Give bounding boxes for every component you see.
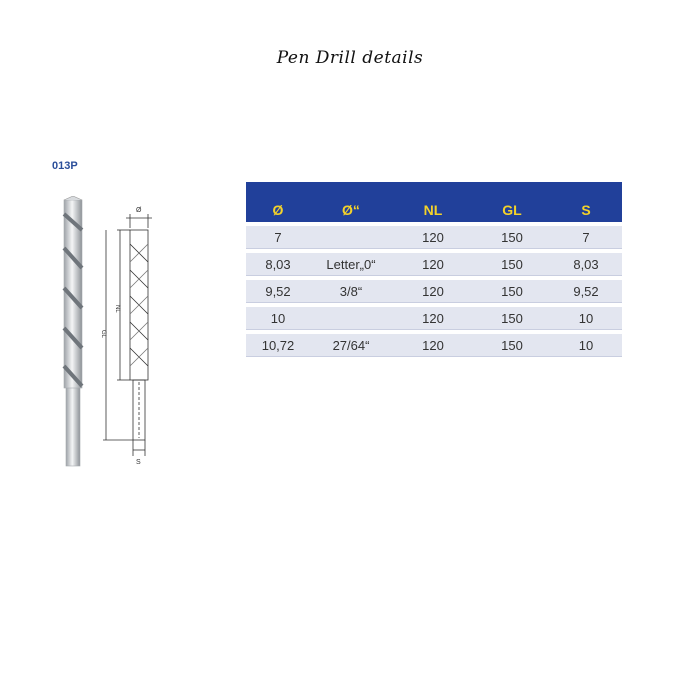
table-cell: 120: [392, 334, 474, 357]
table-cell: 10: [550, 334, 622, 357]
page-title: Pen Drill details: [276, 48, 424, 68]
diameter-dimension-label: Ø: [136, 207, 142, 214]
drill-technical-drawing: [98, 200, 170, 470]
drill-photo-image: [52, 196, 92, 470]
table-cell: [310, 226, 392, 249]
table-cell: 120: [392, 280, 474, 303]
table-cell: 150: [474, 334, 550, 357]
product-code: 013P: [52, 160, 78, 172]
table-cell: 8,03: [550, 253, 622, 276]
nl-dimension-label: NL: [114, 305, 120, 313]
table-row: [246, 307, 622, 330]
table-cell: 150: [474, 226, 550, 249]
s-dimension-label: S: [136, 459, 141, 466]
table-cell: 150: [474, 307, 550, 330]
table-row: [246, 280, 622, 303]
table-row: [246, 253, 622, 276]
gl-dimension-label: GL: [100, 330, 106, 339]
table-cell: 150: [474, 280, 550, 303]
col-header-diameter-inch: Ø“: [310, 182, 392, 222]
table-cell: 150: [474, 253, 550, 276]
table-header-row: [246, 182, 622, 222]
table-cell: 9,52: [246, 280, 310, 303]
table-cell: Letter„0“: [310, 253, 392, 276]
col-header-nl: NL: [392, 182, 474, 222]
table-cell: 8,03: [246, 253, 310, 276]
table-cell: 120: [392, 307, 474, 330]
table-cell: 3/8“: [310, 280, 392, 303]
table-cell: [310, 307, 392, 330]
table-row: [246, 226, 622, 249]
table-cell: 10,72: [246, 334, 310, 357]
table-cell: 10: [246, 307, 310, 330]
table-cell: 7: [246, 226, 310, 249]
col-header-gl: GL: [474, 182, 550, 222]
table-cell: 27/64“: [310, 334, 392, 357]
table-cell: 10: [550, 307, 622, 330]
col-header-s: S: [550, 182, 622, 222]
table-row: [246, 334, 622, 357]
table-cell: 7: [550, 226, 622, 249]
table-cell: 120: [392, 226, 474, 249]
specs-table: [246, 178, 622, 361]
col-header-diameter: Ø: [246, 182, 310, 222]
table-cell: 120: [392, 253, 474, 276]
table-cell: 9,52: [550, 280, 622, 303]
